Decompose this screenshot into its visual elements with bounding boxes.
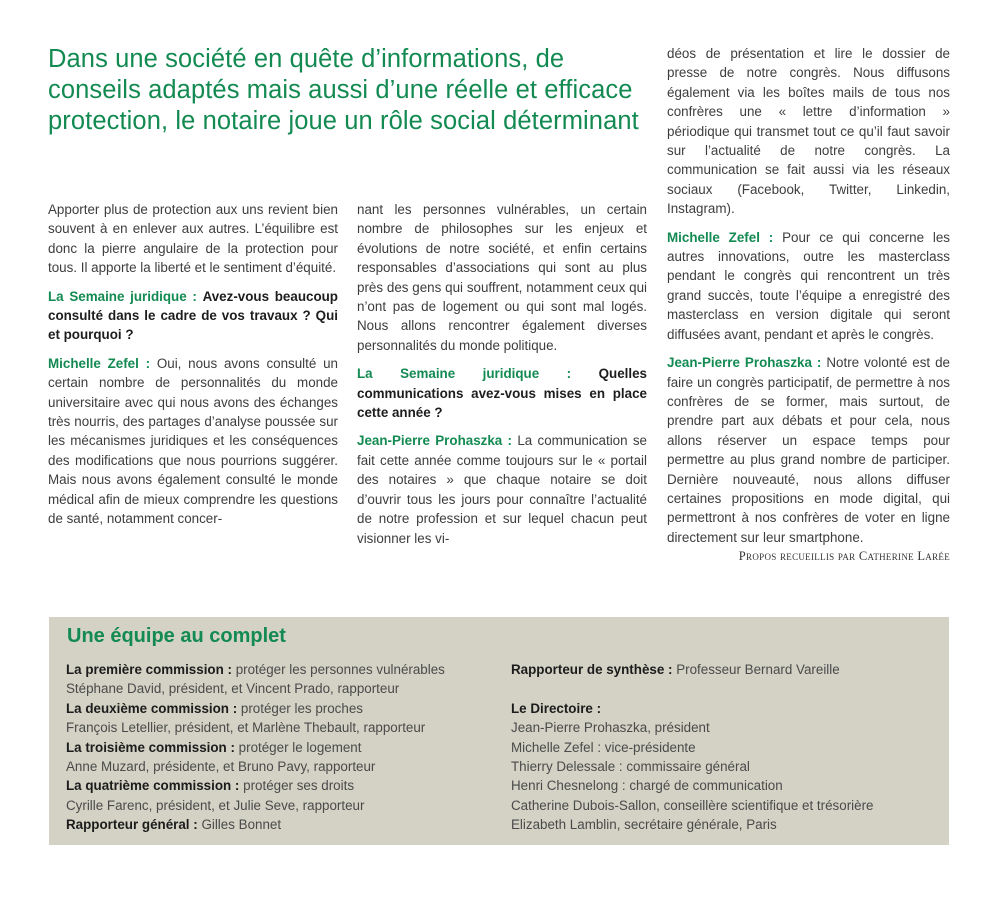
team-entry: [66, 660, 516, 679]
speaker-label: Michelle Zefel :: [667, 229, 774, 245]
directoire-member: Elizabeth Lamblin, secrétaire générale, Paris: [511, 817, 777, 833]
article-title: Dans une société en quête d’informations, de conseils adaptés mais aussi d’une réelle et efficace protection, le notaire joue un rôle social déterminant: [48, 45, 639, 135]
team-entry: [66, 679, 516, 698]
entry-label: Le Directoire :: [511, 700, 602, 716]
entry-label: La quatrième commission :: [66, 778, 240, 794]
article-column-2: [357, 200, 647, 548]
team-commissions-list: [66, 660, 516, 835]
team-entry: [66, 796, 516, 815]
directoire-member: Michelle Zefel : vice-présidente: [511, 739, 696, 755]
answer-continuation: déos de présentation et lire le dossier de presse de notre congrès. Nous diffusons également via les boîtes mails de tous nos confrères une « lettre d’information » périodique qui transmet tout ce qu’il faut savoir sur l’actualité de notre congrès. La communication se fait aussi via les réseaux sociaux (Facebook, Twitter, Linkedin, Instagram).: [667, 46, 950, 217]
qa-answer: [667, 353, 950, 547]
answer-text: Oui, nous avons consulté un certain nombre de personnalités du monde universitaire avec qui nous avons des échanges très nourris, des partages d’analyse poussée sur les mécanismes juridiques et les conséquences des modifications que nous pourrions suggérer. Mais nous avons également consulté le monde médical afin de mieux comprendre les questions de santé, notamment concer-: [48, 355, 338, 527]
answer-text: Pour ce qui concerne les autres innovations, outre les masterclass pendant le congrès qui rencontrent un très grand succès, toute l’équipe a enregistré des masterclass en version digitale qui seront diffusées avant, pendant et après le congrès.: [667, 229, 950, 342]
qa-question: [357, 364, 647, 422]
team-sidebar-box: [49, 617, 949, 845]
entry-value: protéger les personnes vulnérables: [235, 662, 445, 677]
answer-text: La communication se fait cette année comme toujours sur le « portail des notaires » que chaque notaire se doit d’ouvrir tous les jours pour connaître l’actualité de notre profession et sur lequel chacun peut visionner les vi-: [357, 433, 647, 546]
entry-label: Rapporteur général :: [66, 817, 198, 833]
team-box-title: Une équipe au complet: [67, 625, 286, 647]
team-entry: [511, 660, 941, 679]
answer-continuation: nant les personnes vulnérables, un certain nombre de philosophes sur les enjeux et évolutions de notre société, et enfin certains responsables d’associations qui sont au plus près des gens qui souffrent, notamment ceux qui n’ont pas de logement ou qui sont mal logés. Nous allons rencontrer également diverses personnalités du monde politique.: [357, 202, 647, 353]
entry-value: protéger le logement: [238, 739, 362, 755]
entry-label: La troisième commission :: [66, 739, 235, 755]
entry-value: Professeur Bernard Vareille: [676, 662, 840, 677]
answer-text: Notre volonté est de faire un congrès participatif, de permettre à nos confrères de se former, mais surtout, de prendre part aux débats et pour cela, nous allons réserver un espace temps pour permettre au plus grand nombre de participer. Dernière nouveauté, nous allons diffuser certaines propositions en mode digital, qui permettront à nos confrères de voter en ligne directement sur leur smartphone.: [667, 355, 950, 545]
entry-value: François Letellier, président, et Marlène Thebault, rapporteur: [66, 720, 426, 736]
speaker-label: Jean-Pierre Prohaszka :: [667, 355, 822, 371]
directoire-heading: [511, 699, 941, 718]
entry-value: Anne Muzard, présidente, et Bruno Pavy, rapporteur: [66, 759, 376, 775]
qa-question: [48, 287, 338, 345]
team-entry: [66, 738, 516, 757]
spacer: [511, 679, 941, 698]
entry-value: Gilles Bonnet: [201, 817, 282, 833]
entry-label: Rapporteur de synthèse :: [511, 662, 673, 677]
team-entry: [66, 699, 516, 718]
speaker-label: Jean-Pierre Prohaszka :: [357, 433, 512, 449]
directoire-member: Catherine Dubois-Sallon, conseillère scientifique et trésorière: [511, 797, 874, 813]
team-directoire-list: [511, 660, 941, 835]
entry-value: protéger ses droits: [243, 778, 355, 794]
question-text: Avez-vous beaucoup consulté dans le cadre de vos travaux ? Qui et pourquoi ?: [48, 288, 338, 343]
team-entry: [66, 757, 516, 776]
qa-answer: [357, 431, 647, 547]
speaker-label: La Semaine juridique :: [357, 366, 572, 382]
article-signature: Propos recueillis par Catherine Larée: [738, 549, 950, 564]
article-column-3: [667, 44, 950, 574]
question-text: Quelles communications avez-vous mises en place cette année ?: [357, 366, 647, 421]
entry-label: La première commission :: [66, 662, 232, 677]
entry-value: Cyrille Farenc, président, et Julie Seve, rapporteur: [66, 797, 365, 813]
entry-label: La deuxième commission :: [66, 700, 238, 716]
directoire-member: Jean-Pierre Prohaszka, président: [511, 720, 710, 736]
article-column-1: [48, 200, 338, 529]
speaker-label: La Semaine juridique :: [48, 288, 197, 304]
intro-paragraph: Apporter plus de protection aux uns revient bien souvent à en enlever aux autres. L’équilibre est donc la pierre angulaire de la protection pour tous. Il apporte la liberté et le sentiment d’équité.: [48, 202, 338, 276]
qa-answer: [667, 228, 950, 344]
team-entry: [66, 718, 516, 737]
team-entry: [66, 776, 516, 795]
directoire-member: Henri Chesnelong : chargé de communication: [511, 778, 783, 794]
qa-answer: [48, 354, 338, 529]
entry-value: protéger les proches: [240, 700, 363, 716]
entry-value: Stéphane David, président, et Vincent Prado, rapporteur: [66, 681, 400, 697]
team-entry: [66, 815, 516, 834]
directoire-member: Thierry Delessale : commissaire général: [511, 759, 750, 775]
speaker-label: Michelle Zefel :: [48, 355, 151, 371]
